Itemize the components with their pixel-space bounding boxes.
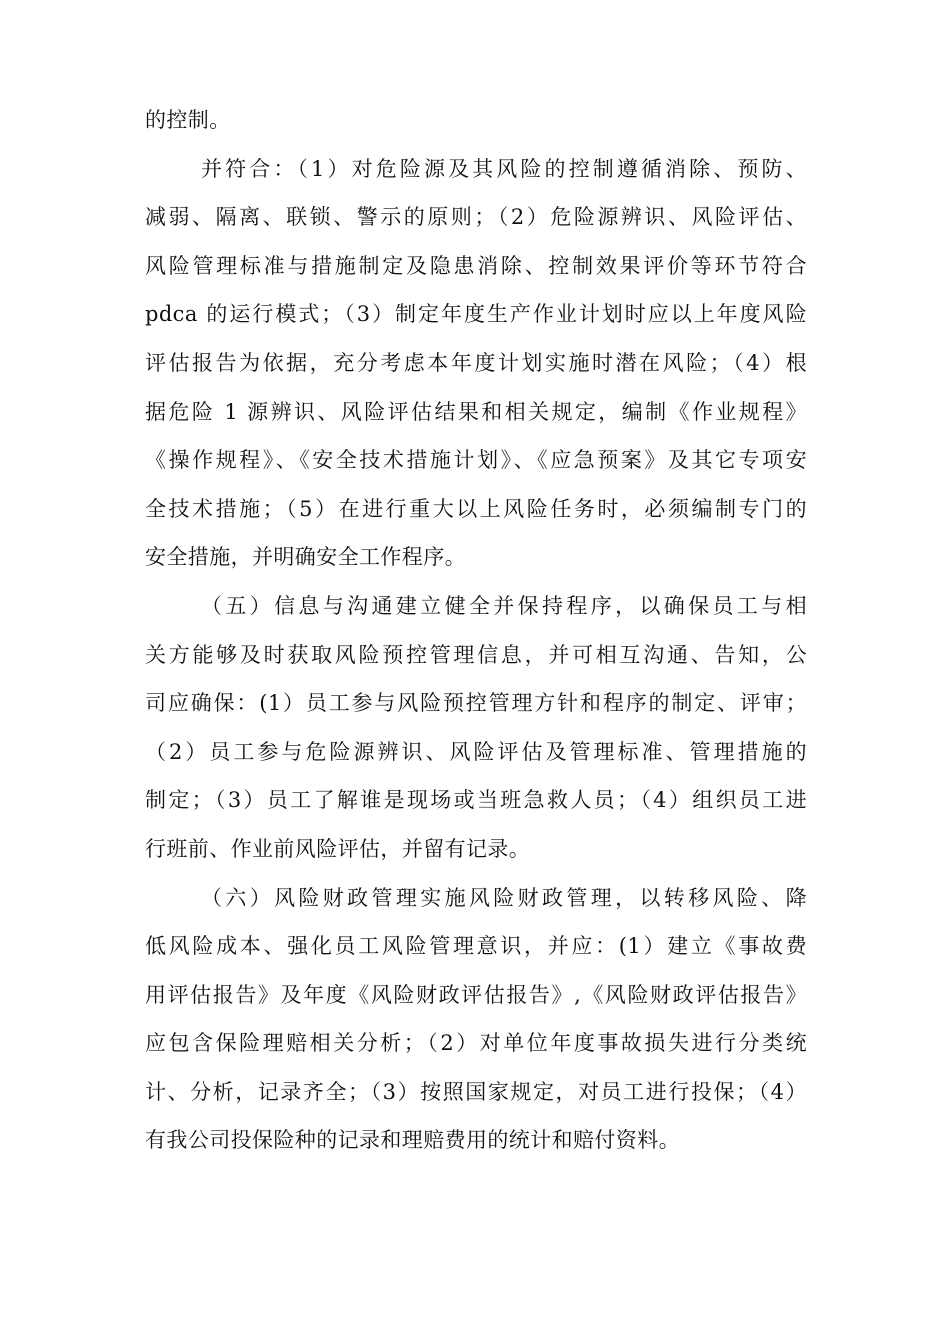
text-line: 计、分析，记录齐全；（3）按照国家规定，对员工进行投保；（4）	[145, 1079, 807, 1104]
text-line: 减弱、隔离、联锁、警示的原则；（2）危险源辨识、风险评估、	[145, 205, 807, 230]
text-line: 风险管理标准与措施制定及隐患消除、控制效果评价等环节符合	[145, 253, 807, 278]
text-line: 评估报告为依据，充分考虑本年度计划实施时潜在风险；（4）根	[145, 350, 807, 375]
text-line: 应包含保险理赔相关分析；（2）对单位年度事故损失进行分类统	[145, 1031, 807, 1056]
paragraph-section-6	[145, 874, 807, 1166]
section-heading-line: （五）信息与沟通建立健全并保持程序，以确保员工与相	[201, 593, 807, 618]
text-line: 关方能够及时获取风险预控管理信息，并可相互沟通、告知，公	[145, 642, 807, 667]
text-line: 据危险 1 源辨识、风险评估结果和相关规定，编制《作业规程》	[145, 399, 807, 424]
section-heading-line: （六）风险财政管理实施风险财政管理，以转移风险、降	[201, 885, 807, 910]
text-line: 《操作规程》、《安全技术措施计划》、《应急预案》及其它专项安	[145, 448, 807, 473]
paragraph-continuation	[145, 96, 807, 145]
text-line: 的控制。	[145, 108, 231, 132]
document-page	[145, 96, 807, 1165]
text-line: pdca 的运行模式；（3）制定年度生产作业计划时应以上年度风险	[145, 302, 807, 327]
text-line: 并符合：（1）对危险源及其风险的控制遵循消除、预防、	[201, 156, 807, 181]
text-line: 有我公司投保险种的记录和理赔费用的统计和赔付资料。	[145, 1128, 680, 1153]
text-line: 用评估报告》及年度《风险财政评估报告》,《风险财政评估报告》	[145, 982, 807, 1007]
text-line: 司应确保：(1）员工参与风险预控管理方针和程序的制定、评审；	[145, 691, 807, 716]
text-line: 低风险成本、强化员工风险管理意识，并应：(1）建立《事故费	[145, 934, 807, 959]
text-line: 制定；（3）员工了解谁是现场或当班急救人员；（4）组织员工进	[145, 788, 807, 813]
paragraph-compliance	[145, 145, 807, 582]
paragraph-section-5	[145, 582, 807, 874]
text-line: 行班前、作业前风险评估，并留有记录。	[145, 836, 531, 861]
text-line: 全技术措施；（5）在进行重大以上风险任务时，必须编制专门的	[145, 496, 807, 521]
text-line: 安全措施，并明确安全工作程序。	[145, 545, 466, 570]
text-line: （2）员工参与危险源辨识、风险评估及管理标准、管理措施的	[145, 739, 807, 764]
